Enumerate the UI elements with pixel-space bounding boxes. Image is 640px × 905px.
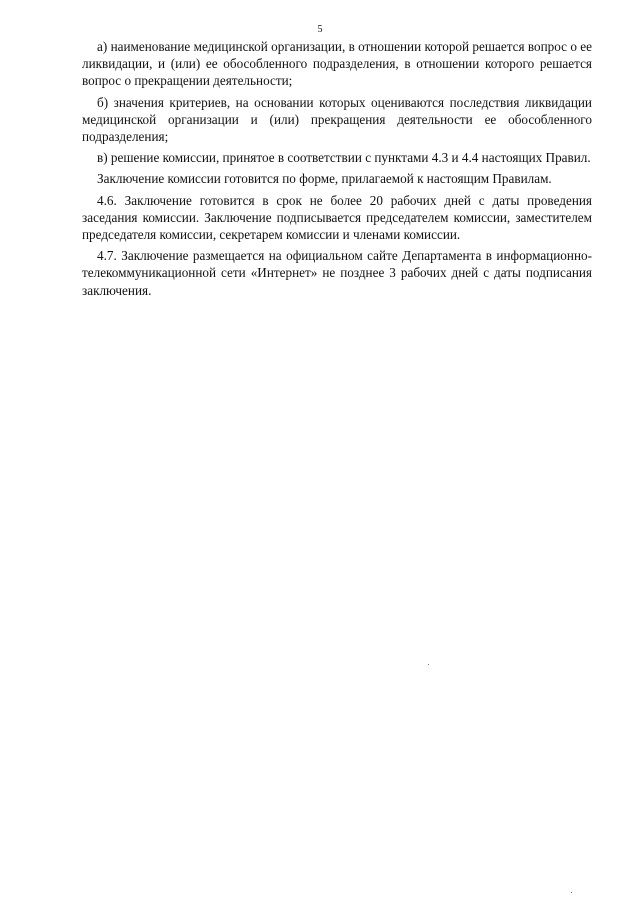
paragraph-4-7: 4.7. Заключение размещается на официальном сайте Департамента в информационно-телекоммуникационной сети «Интернет» не позднее 3 рабочих дней с даты подписания заключения. <box>82 248 592 298</box>
paragraph-item-b: б) значения критериев, на основании которых оцениваются последствия ликвидации медицинской организации и (или) прекращения деятельности ее обособленного подразделения; <box>82 94 592 145</box>
paragraph-item-c: в) решение комиссии, принятое в соответствии с пунктами 4.3 и 4.4 настоящих Правил. <box>97 150 591 166</box>
paragraph-item-a: а) наименование медицинской организации, в отношении которой решается вопрос о ее ликвидации, и (или) ее обособленного подразделения, в отношении которого решается вопрос о прекращении деятельности; <box>82 39 592 89</box>
scan-speck <box>571 892 572 893</box>
scan-speck <box>428 664 429 665</box>
paragraph-form-note: Заключение комиссии готовится по форме, прилагаемой к настоящим Правилам. <box>97 171 552 187</box>
page-number: 5 <box>317 24 323 35</box>
paragraph-4-6: 4.6. Заключение готовится в срок не более 20 рабочих дней с даты проведения заседания комиссии. Заключение подписывается председателем комиссии, заместителем председателя комиссии, секретарем комиссии и членами комиссии. <box>82 192 592 243</box>
document-body <box>82 38 592 303</box>
